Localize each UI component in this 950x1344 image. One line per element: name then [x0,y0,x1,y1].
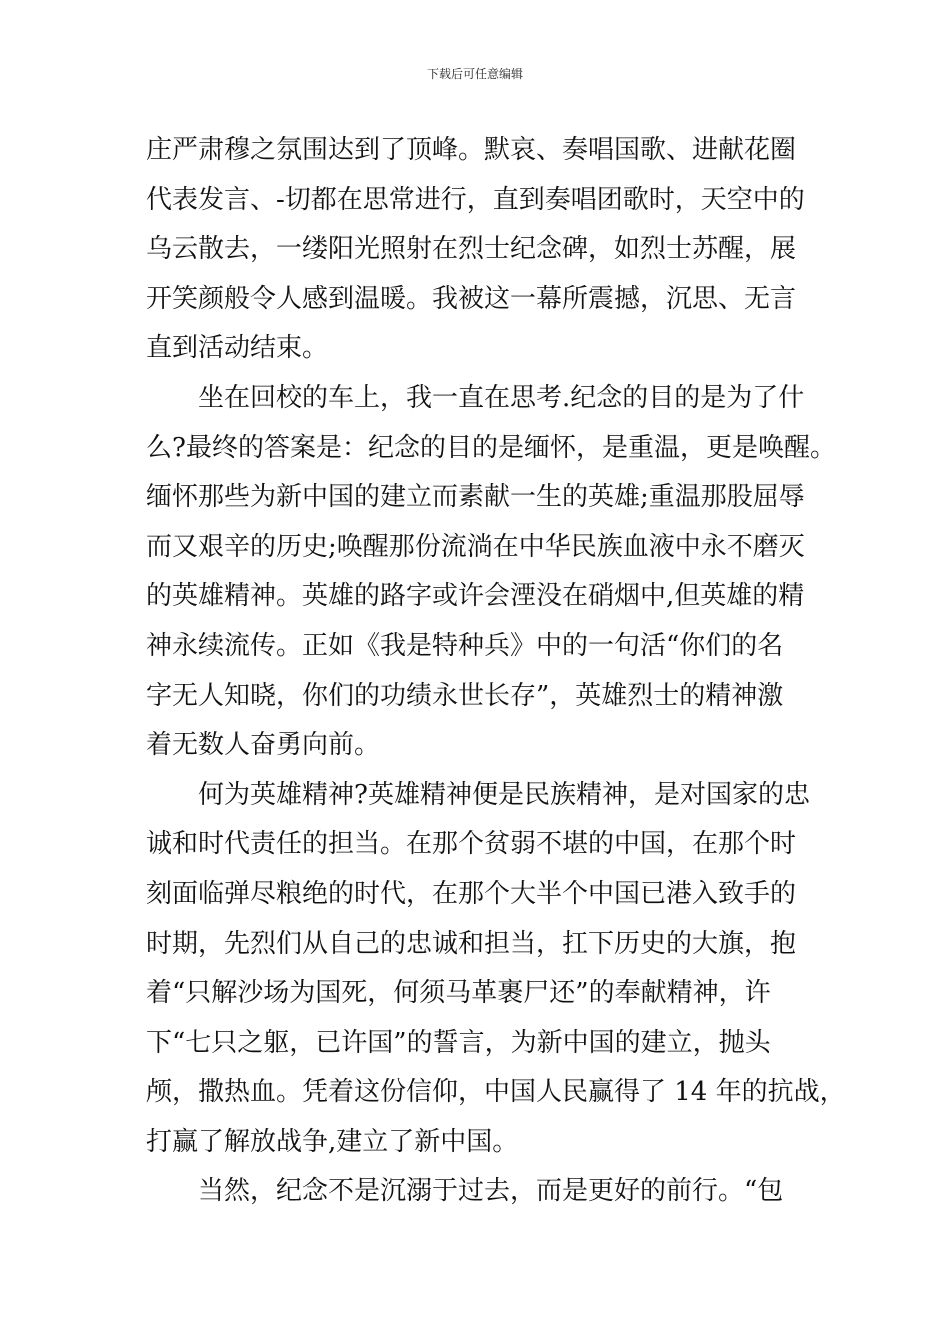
document-body [146,126,846,1217]
text-line: 打赢了解放战争,建立了新中国。 [146,1126,519,1157]
text-line: 何为英雄精神?英雄精神便是民族精神，是对国家的忠 [146,779,810,810]
text-line: 着“只解沙场为国死，何须马革裹尸还”的奉献精神，许 [146,978,771,1009]
text-line: 缅怀那些为新中国的建立而素献一生的英雄;重温那股屈辱 [146,482,805,513]
text-line: 开笑颜般令人感到温暖。我被这一幕所震撼，沉思、无言 [146,283,797,314]
text-line: 刻面临弹尽粮绝的时代，在那个大半个中国已港入致手的 [146,878,797,909]
text-line: 下“七只之躯，已许国”的誓言，为新中国的建立，抛头 [146,1027,771,1058]
text-line: 时期，先烈们从自己的忠诚和担当，扛下历史的大旗，抱 [146,928,797,959]
text-line: 而又艰辛的历史;唤醒那份流淌在中华民族血液中永不磨灭 [146,531,805,562]
text-line: 庄严肃穆之氛围达到了顶峰。默哀、奏唱国歌、进献花圈 [146,135,797,165]
text-line: 着无数人奋勇向前。 [146,730,381,761]
text-line: 坐在回校的车上，我一直在思考.纪念的目的是为了什 [146,382,805,413]
text-line: 的英雄精神。英雄的路字或许会湮没在硝烟中,但英雄的精 [146,581,805,612]
text-line: 诚和时代责任的担当。在那个贫弱不堪的中国，在那个时 [146,829,797,860]
text-line: 颅，撒热血。凭着这份信仰，中国人民赢得了 14 年的抗战， [146,1077,846,1108]
text-line: 直到活动结束。 [146,333,329,364]
text-line: 代表发言、-切都在思常进行，直到奏唱团歌时，天空中的 [146,184,805,215]
text-line: 字无人知晓，你们的功绩永世长存”，英雄烈士的精神激 [146,680,784,711]
text-line: 乌云散去，一缕阳光照射在烈士纪念碑，如烈士苏醒，展 [146,234,797,265]
text-line: 神永续流传。正如《我是特种兵》中的一句活“你们的名 [146,630,784,661]
text-line: 当然，纪念不是沉溺于过去，而是更好的前行。“包 [146,1176,784,1207]
text-line: 么?最终的答案是：纪念的目的是缅怀，是重温，更是唤醒。 [146,432,836,463]
page-header: 下载后可任意编辑 [426,67,523,81]
